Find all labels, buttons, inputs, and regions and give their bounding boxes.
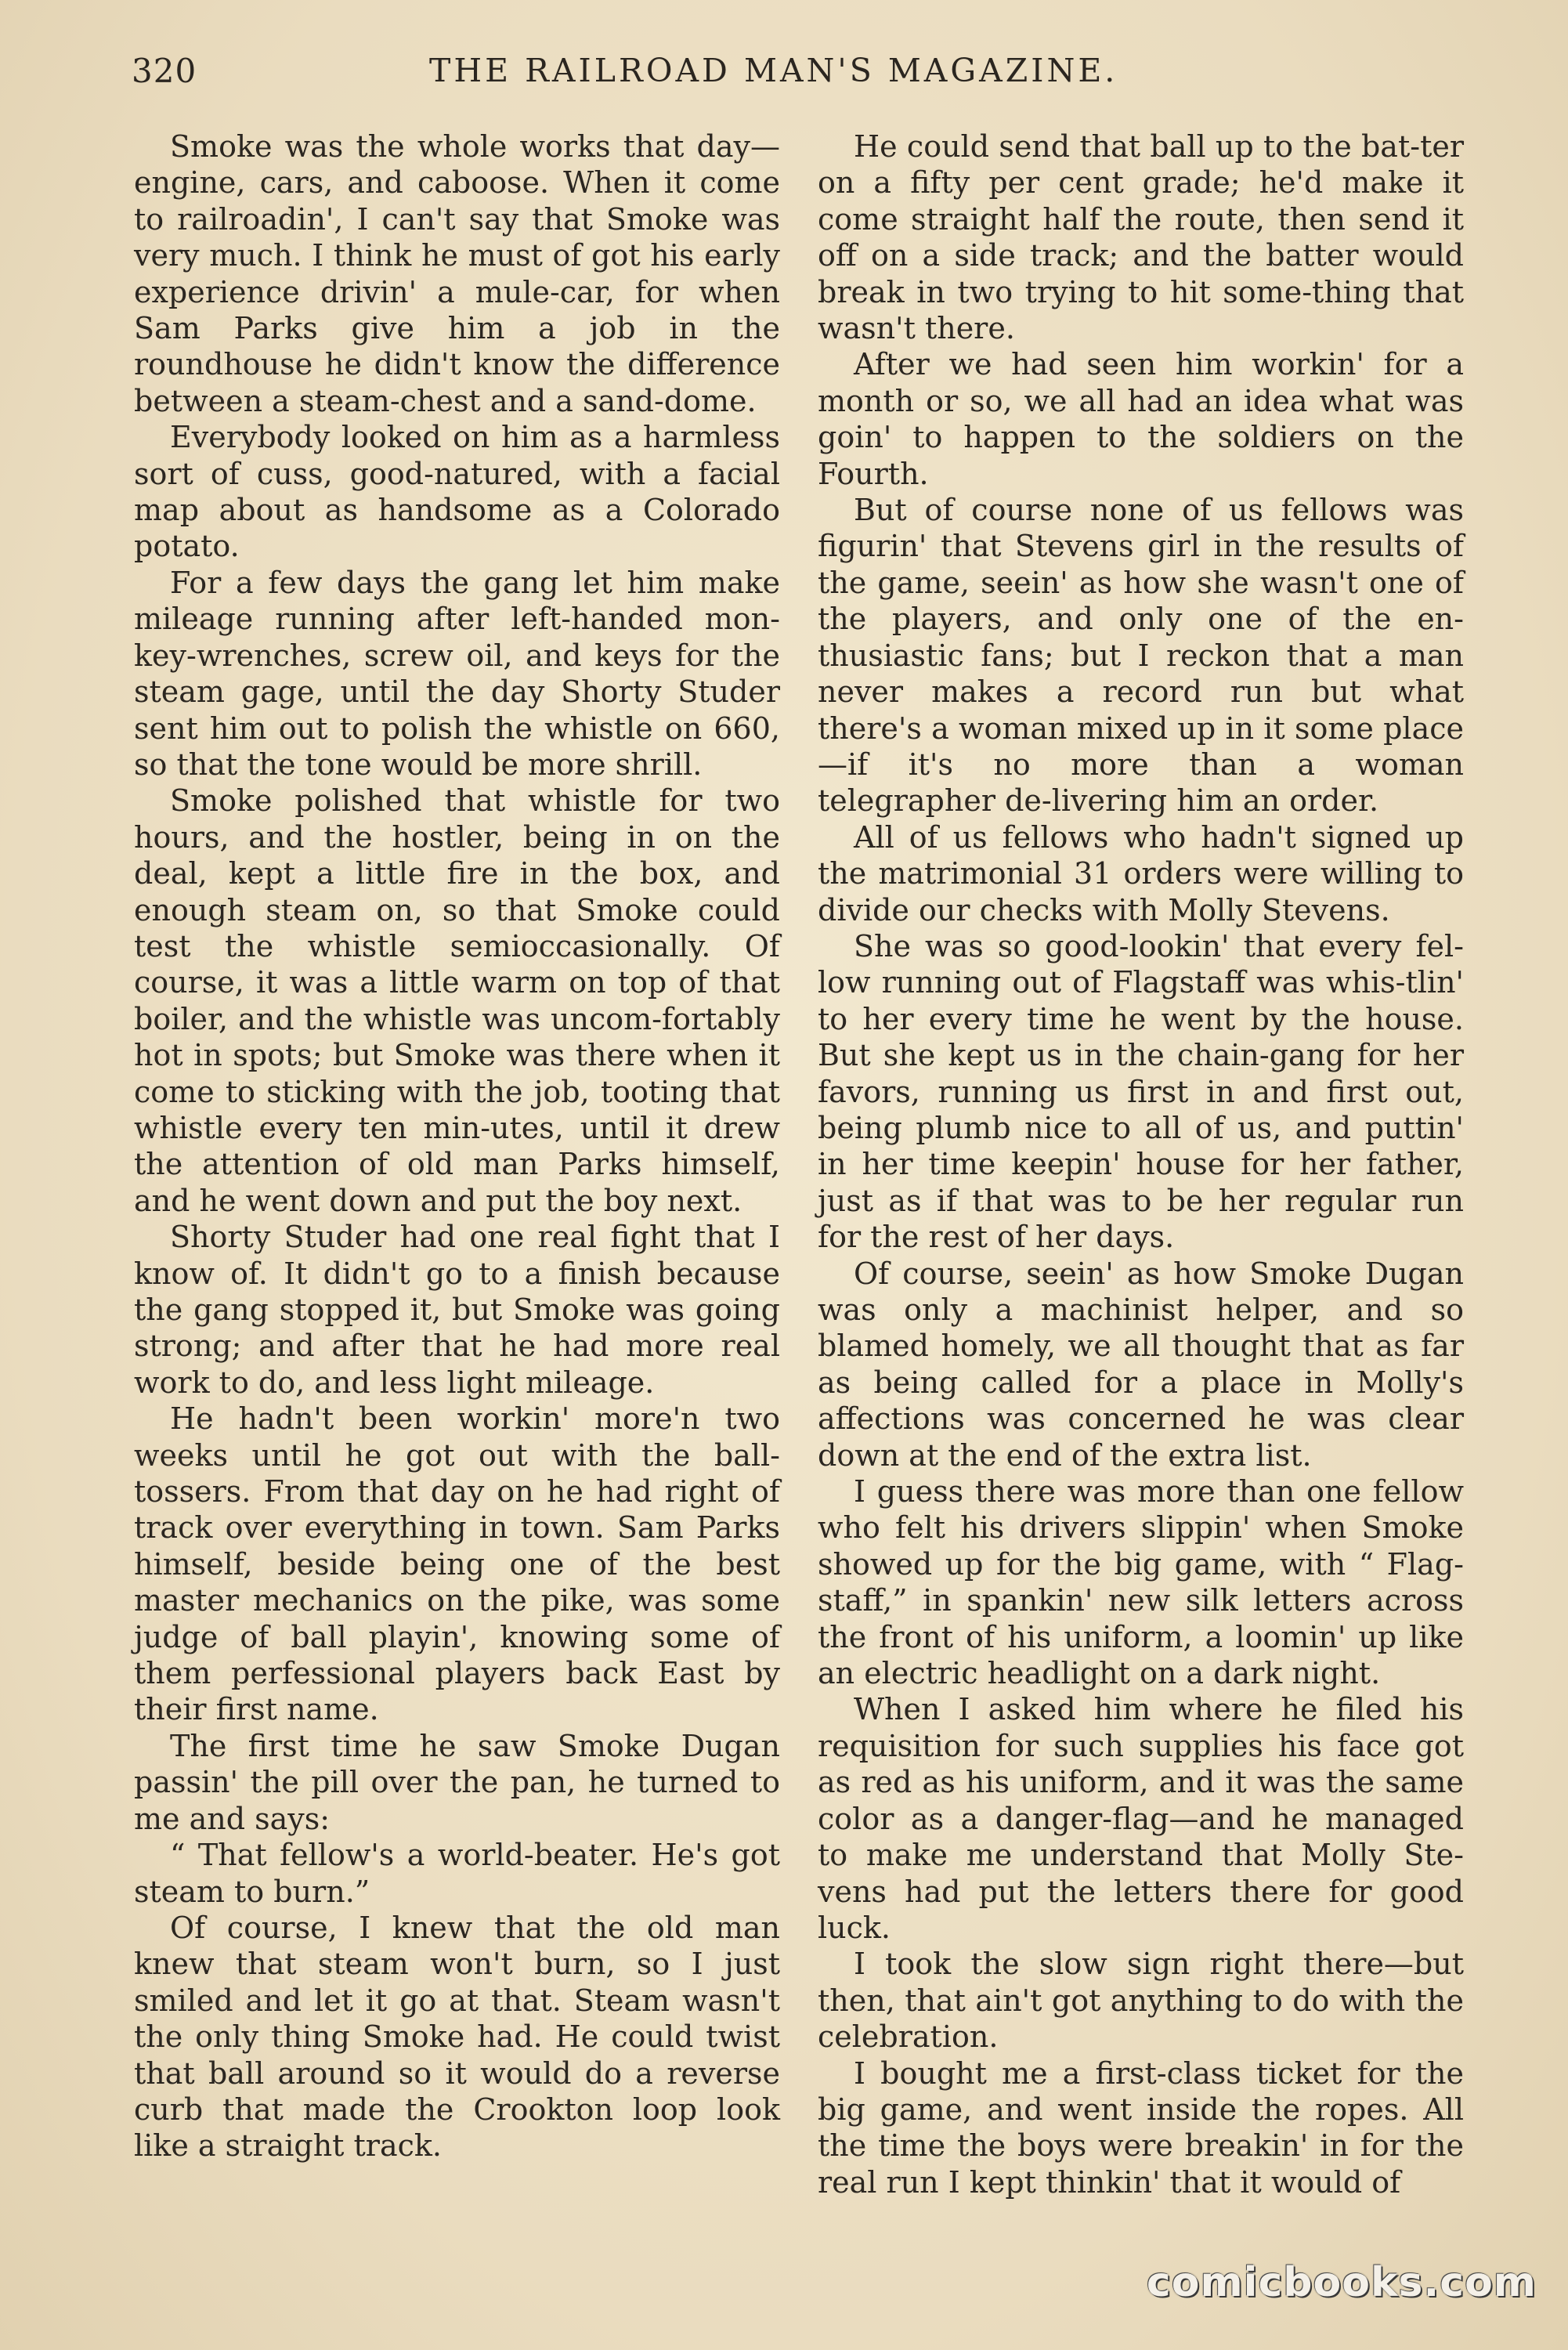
page-header (132, 52, 1463, 99)
paragraph: Smoke polished that whistle for two hours, and the hostler, being in on the deal, kept a little fire in the box, and enough steam on, so that Smoke could test the whistle semioccasionally. Of course, it was a little warm on top of that boiler, and the whistle was uncom-fortably hot in spots; but Smoke was there when it come to sticking with the job, tooting that whistle every ten min-utes, until it drew the attention of old man Parks himself, and he went down and put the boy next. (134, 783, 780, 1218)
paragraph: Smoke was the whole works that day—engine, cars, and caboose. When it come to railroadin', I can't say that Smoke was very much. I think he must of got his early experience drivin' a mule-car, for when Sam Parks give him a job in the roundhouse he didn't know the difference between a steam-chest and a sand-dome. (134, 129, 780, 418)
paragraph: After we had seen him workin' for a month or so, we all had an idea what was goin' to happen to the soldiers on the Fourth. (818, 347, 1464, 491)
page-number: 320 (132, 52, 197, 90)
paragraph: He hadn't been workin' more'n two weeks until he got out with the ball-tossers. From that day on he had right of track over everything in town. Sam Parks himself, beside being one of the best master mechanics on the pike, was some judge of ball playin', knowing some of them perfessional players back East by their first name. (134, 1401, 780, 1727)
paragraph: I bought me a first-class ticket for the big game, and went inside the ropes. All the time the boys were breakin' in for the real run I kept thinkin' that it would of (818, 2055, 1464, 2200)
paragraph: I guess there was more than one fellow who felt his drivers slippin' when Smoke showed up for the big game, with “ Flag-staff,” in spankin' new silk letters across the front of his uniform, a loomin' up like an electric headlight on a dark night. (818, 1474, 1464, 1691)
paragraph: I took the slow sign right there—but then, that ain't got anything to do with the celebration. (818, 1947, 1464, 2055)
paragraph: Of course, seein' as how Smoke Dugan was only a machinist helper, and so blamed homely, we all thought that as far as being called for a place in Molly's affections was concerned he was clear down at the end of the extra list. (818, 1256, 1464, 1473)
paragraph: Everybody looked on him as a harmless sort of cuss, good-natured, with a facial map about as handsome as a Colorado potato. (134, 420, 780, 564)
right-column (818, 128, 1464, 2200)
paragraph: All of us fellows who hadn't signed up the matrimonial 31 orders were willing to divide our checks with Molly Stevens. (818, 819, 1464, 927)
paragraph: He could send that ball up to the bat-ter on a fifty per cent grade; he'd make it come straight half the route, then send it off on a side track; and the batter would break in two trying to hit some-thing that wasn't there. (818, 129, 1464, 346)
running-title: THE RAILROAD MAN'S MAGAZINE. (429, 52, 1118, 89)
paragraph: “ That fellow's a world-beater. He's got steam to burn.” (134, 1838, 780, 1909)
paragraph: For a few days the gang let him make mileage running after left-handed mon-key-wrenches, screw oil, and keys for the steam gage, until the day Shorty Studer sent him out to polish the whistle on 660, so that the tone would be more shrill. (134, 565, 780, 782)
paragraph: But of course none of us fellows was figurin' that Stevens girl in the results of the game, seein' as how she wasn't one of the players, and only one of the en-thusiastic fans; but I reckon that a man never makes a record run but what there's a woman mixed up in it some place—if it's no more than a woman telegrapher de-livering him an order. (818, 493, 1464, 819)
left-column (134, 128, 780, 2164)
watermark-logo: comicbooks.com (1146, 2259, 1537, 2306)
paragraph: Of course, I knew that the old man knew that steam won't burn, so I just smiled and let it go at that. Steam wasn't the only thing Smoke had. He could twist that ball around so it would do a reverse curb that made the Crookton loop look like a straight track. (134, 1910, 780, 2164)
paragraph: When I asked him where he filed his requisition for such supplies his face got as red as his uniform, and it was the same color as a danger-flag—and he managed to make me understand that Molly Ste-vens had put the letters there for good luck. (818, 1692, 1464, 1945)
paragraph: Shorty Studer had one real fight that I know of. It didn't go to a finish because the gang stopped it, but Smoke was going strong; and after that he had more real work to do, and less light mileage. (134, 1220, 780, 1400)
paragraph: The first time he saw Smoke Dugan passin' the pill over the pan, he turned to me and says: (134, 1728, 780, 1836)
paragraph: She was so good-lookin' that every fel-low running out of Flagstaff was whis-tlin' to her every time he went by the house. But she kept us in the chain-gang for her favors, running us first in and first out, being plumb nice to all of us, and puttin' in her time keepin' house for her father, just as if that was to be her regular run for the rest of her days. (818, 928, 1464, 1255)
